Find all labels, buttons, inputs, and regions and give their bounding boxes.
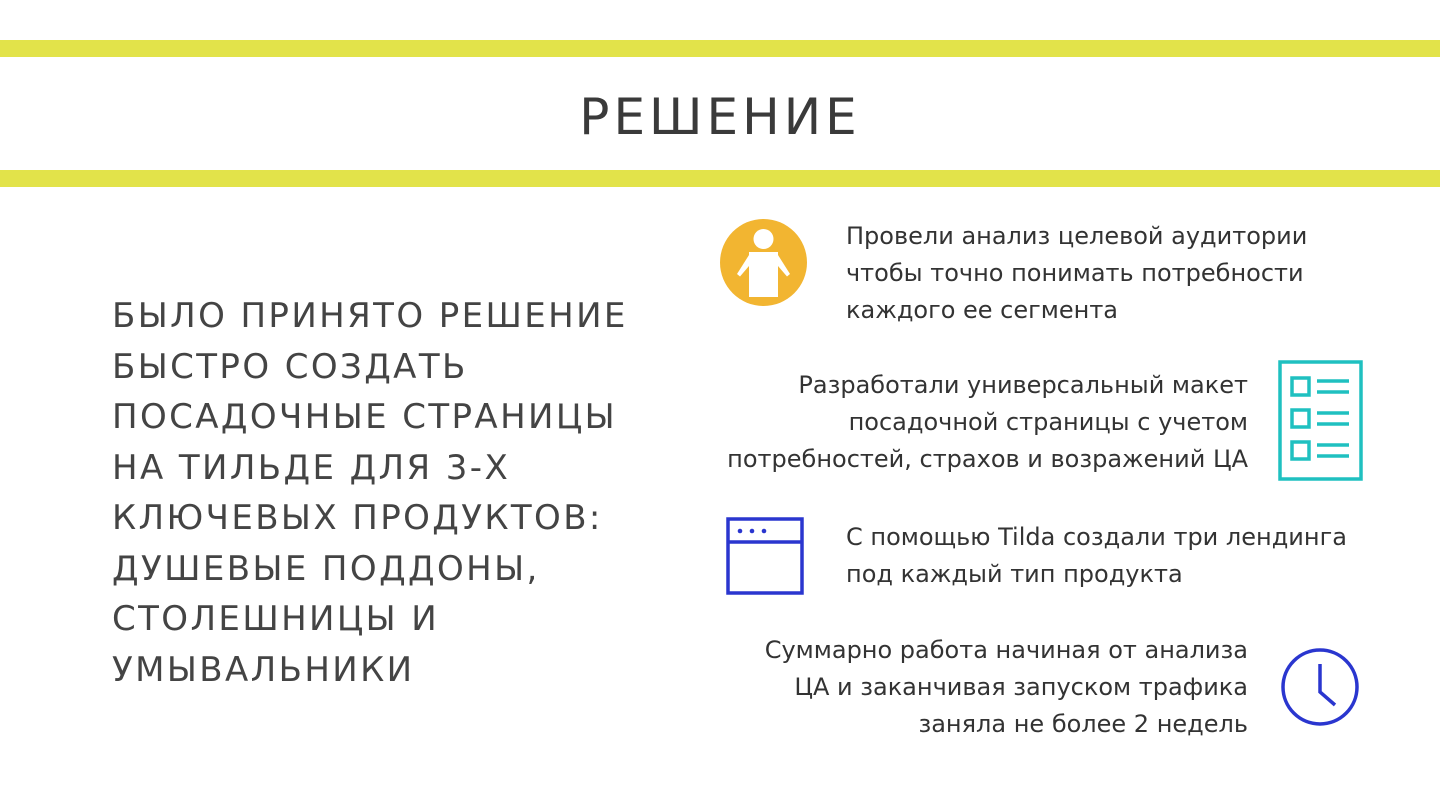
item-text-audience-analysis: Провели анализ целевой аудитории чтобы точно понимать потребности каждого ее сегмента — [846, 222, 1308, 324]
item-text-universal-layout: Разработали универсальный макет посадочной страницы с учетом потребностей, страхов и возражений ЦА — [727, 371, 1248, 473]
bottom-accent-band — [0, 170, 1440, 187]
top-accent-band — [0, 40, 1440, 57]
clock-icon — [1280, 647, 1360, 727]
page-title: РЕШЕНИЕ — [579, 88, 861, 146]
checklist-icon — [1277, 359, 1364, 482]
person-icon — [720, 219, 807, 306]
browser-window-icon — [725, 516, 805, 596]
item-text-three-landings: С помощью Tilda создали три лендинга под каждый тип продукта — [846, 523, 1347, 588]
item-text-duration: Суммарно работа начиная от анализа ЦА и заканчивая запуском трафика заняла не более 2 недель — [764, 636, 1248, 738]
lead-statement: БЫЛО ПРИНЯТО РЕШЕНИЕ БЫСТРО СОЗДАТЬ ПОСАДОЧНЫЕ СТРАНИЦЫ НА ТИЛЬДЕ ДЛЯ 3-Х КЛЮЧЕВЫХ ПРОДУКТОВ: ДУШЕВЫЕ ПОДДОНЫ, СТОЛЕШНИЦЫ И УМЫВАЛЬНИКИ — [112, 296, 628, 690]
